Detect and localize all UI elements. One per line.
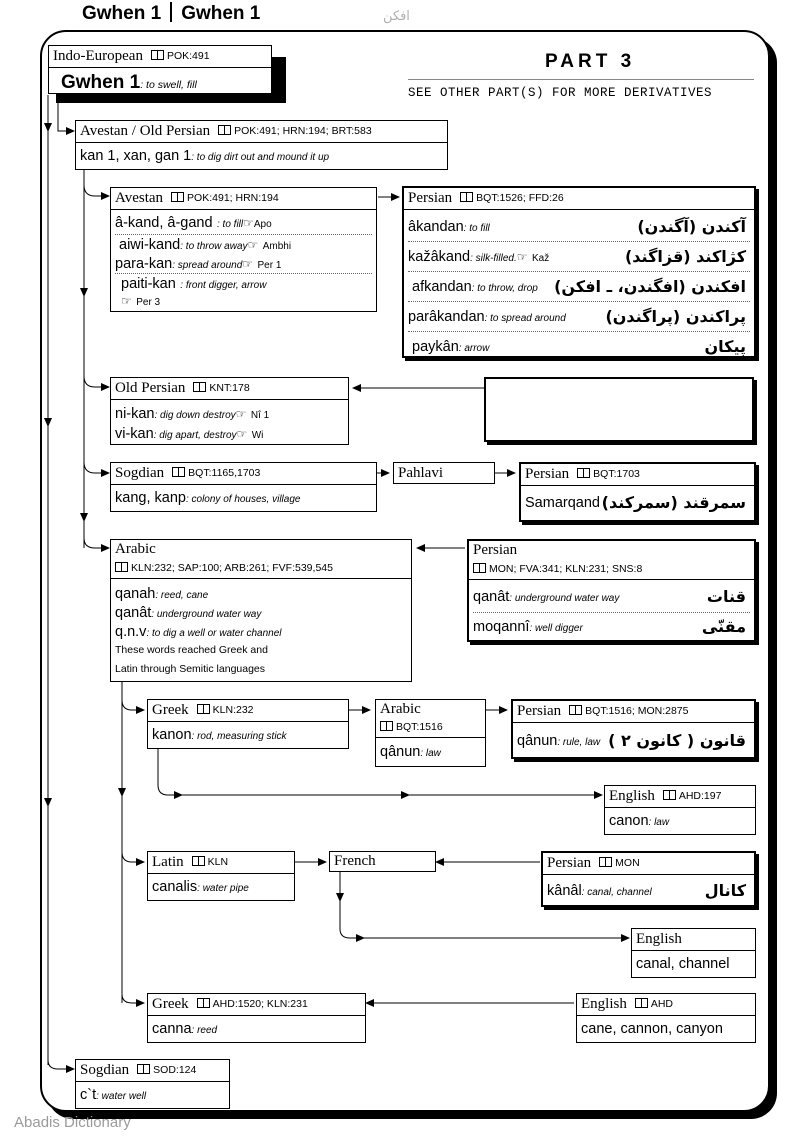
box-english-1 <box>604 785 756 835</box>
link-to-old-persian <box>84 376 109 387</box>
word: canna <box>152 1021 192 1037</box>
source-ref: MON <box>599 857 640 869</box>
gloss: : reed <box>191 1025 218 1036</box>
word: cane, cannon, canyon <box>581 1021 723 1037</box>
source-ref: AHD <box>635 998 673 1010</box>
watermark-word: افکن <box>383 8 410 23</box>
word: canon <box>609 813 649 829</box>
word: kan 1, xan, gan 1 <box>80 148 192 164</box>
entry-row: parâkandan: to spread around پراکندن (پراگندن) <box>408 302 750 332</box>
book-icon <box>460 192 473 202</box>
language-label: Arabic <box>115 541 156 557</box>
entry-row: paykân: arrow پیکان <box>408 332 750 361</box>
box-persian-3 <box>467 539 756 642</box>
see-other-parts-note: SEE OTHER PART(S) FOR MORE DERIVATIVES <box>408 86 713 100</box>
source-ref: BQT:1703 <box>577 468 640 480</box>
entry-row: qanât: underground water way <box>115 605 262 621</box>
entry-row: moqannî: well digger مقنّی <box>473 613 750 641</box>
book-icon <box>569 705 582 715</box>
language-label: Persian <box>473 542 518 558</box>
source-ref: MON; FVA:341; KLN:231; SNS:8 <box>469 559 754 580</box>
entry-row: afkandan: to throw, drop افکندن (افگندن، ـ افکن) <box>408 272 750 302</box>
box-avestan-old-persian <box>75 120 448 170</box>
pointing-hand-icon: ☞ <box>235 407 247 421</box>
word: Samarqand <box>525 495 600 511</box>
persian-script: کژاکند (قزاگند) <box>624 247 746 266</box>
source-ref: KNT:178 <box>193 382 249 394</box>
word: qânun <box>517 733 558 749</box>
persian-script: سمرقند (سمرکند) <box>601 493 746 512</box>
box-header <box>513 701 754 723</box>
book-icon <box>473 563 486 573</box>
gloss: : rule, law <box>557 737 601 748</box>
persian-script: پراکندن (پراگندن) <box>605 307 746 326</box>
book-icon <box>599 857 612 867</box>
source-ref: BQT:1516; MON:2875 <box>569 705 688 717</box>
word: kanon <box>152 727 192 743</box>
word: canal, channel <box>636 956 730 972</box>
box-header <box>521 464 754 486</box>
language-label: Pahlavi <box>398 465 443 481</box>
word: qânun <box>380 744 421 760</box>
footer-credit: Abadis Dictionary <box>14 1114 131 1131</box>
language-label: Persian <box>547 855 592 871</box>
book-icon <box>577 468 590 478</box>
book-icon <box>663 790 676 800</box>
box-header <box>49 46 271 68</box>
gloss: : colony of houses, village <box>185 494 301 505</box>
box-greek-1 <box>147 699 349 749</box>
link-to-arabic <box>84 538 109 548</box>
entry-row: para-kan: spread around☞ Per 1 <box>115 254 372 274</box>
book-icon <box>380 721 393 731</box>
source-ref: KLN <box>192 856 228 868</box>
persian-script: مقنّی <box>701 617 746 636</box>
pointing-hand-icon: ☞ <box>247 238 259 252</box>
language-label: English <box>581 996 627 1012</box>
box-header <box>111 378 348 400</box>
book-icon <box>193 382 206 392</box>
language-label: Persian <box>517 703 562 719</box>
pointing-hand-icon: ☞ <box>121 294 132 308</box>
gloss: : to dig dirt out and mound it up <box>191 152 330 163</box>
link-root-sogdian <box>48 1060 74 1069</box>
source-ref: SOD:124 <box>137 1064 196 1076</box>
box-header <box>76 121 447 143</box>
link-to-latin <box>122 852 144 862</box>
entry-row: kažâkand: silk-filled.☞ Kaž کژاکند (قزاگند) <box>408 242 750 272</box>
source-ref: KLN:232; SAP:100; ARB:261; FVF:539,545 <box>111 558 411 579</box>
box-old-persian <box>110 377 349 445</box>
box-header <box>577 994 755 1016</box>
source-ref: POK:491; HRN:194 <box>171 192 279 204</box>
gloss: : canal, channel <box>581 887 652 898</box>
source-ref: BQT:1165,1703 <box>172 467 260 479</box>
box-pahlavi <box>393 462 495 484</box>
entry-row-ref: ☞ Per 3 <box>121 294 161 308</box>
entry-row: vi-kan: dig apart, destroy☞ Wi <box>115 426 264 442</box>
note-line: Latin through Semitic languages <box>115 663 266 675</box>
pointing-hand-icon: ☞ <box>243 216 254 230</box>
language-label: French <box>334 853 376 869</box>
box-indo-european <box>48 45 272 94</box>
word: canalis <box>152 879 198 895</box>
box-french <box>329 851 436 872</box>
gloss: : water well <box>96 1091 147 1102</box>
pointing-hand-icon: ☞ <box>242 257 254 271</box>
box-sogdian-2 <box>75 1059 230 1109</box>
link-to-sogdian <box>84 462 109 473</box>
box-header <box>148 852 294 874</box>
gloss: : water pipe <box>197 883 249 894</box>
language-label: English <box>609 788 655 804</box>
language-label: Indo-European <box>53 48 143 64</box>
box-header <box>404 188 754 210</box>
box-header <box>111 188 376 210</box>
persian-script: پیکان <box>704 337 746 356</box>
book-icon <box>192 856 205 866</box>
persian-script: قنات <box>706 587 746 606</box>
language-label: Old Persian <box>115 380 186 396</box>
link-to-avestan <box>84 185 109 196</box>
book-icon <box>137 1064 150 1074</box>
box-header <box>148 700 348 722</box>
language-label: Avestan / Old Persian <box>80 123 211 139</box>
source-ref: BQT:1526; FFD:26 <box>460 192 564 204</box>
title-left: Gwhen 1 <box>82 3 162 24</box>
language-label: English <box>636 931 682 947</box>
title-right: Gwhen 1 <box>181 3 261 24</box>
persian-script: آکندن (آگندن) <box>637 217 746 236</box>
book-icon <box>171 192 184 202</box>
book-icon <box>115 562 128 572</box>
gloss: : rod, measuring stick <box>191 731 287 742</box>
language-label: Greek <box>152 996 189 1012</box>
box-greek-2 <box>147 993 366 1043</box>
root-shadow-bottom <box>56 94 286 103</box>
box-header <box>76 1060 229 1082</box>
source-ref: BQT:1516 <box>376 718 485 738</box>
language-label: Latin <box>152 854 184 870</box>
language-label: Sogdian <box>80 1062 130 1078</box>
persian-script: افکندن (افگندن، ـ افکن) <box>554 277 746 296</box>
book-icon <box>151 50 164 60</box>
persian-script: کانال <box>704 881 746 900</box>
source-ref: POK:491 <box>151 50 210 62</box>
box-persian-4 <box>511 699 756 759</box>
word: kang, kanp <box>115 490 186 506</box>
box-empty <box>484 377 754 442</box>
language-label: Greek <box>152 702 189 718</box>
gloss: : law <box>648 817 670 828</box>
box-arabic-2 <box>375 699 486 767</box>
language-label: Persian <box>408 190 453 206</box>
source-ref: AHD:1520; KLN:231 <box>197 998 308 1010</box>
box-latin <box>147 851 295 901</box>
pointing-hand-icon: ☞ <box>236 427 248 441</box>
persian-script: قانون ( کانون ۲ ) <box>608 731 746 750</box>
language-label: Persian <box>525 466 570 482</box>
gloss: : law <box>420 748 441 759</box>
box-sogdian-1 <box>110 462 377 512</box>
link-to-greek-1 <box>122 700 144 710</box>
note-line: These words reached Greek and <box>115 644 268 656</box>
box-persian-5 <box>541 851 756 907</box>
box-arabic-1 <box>110 539 412 682</box>
entry-row: aiwi-kand: to throw away☞ Ambhi <box>119 237 292 253</box>
box-header <box>111 463 376 485</box>
entry-row: qanah: reed, cane <box>115 586 209 602</box>
book-icon <box>197 998 210 1008</box>
root-shadow-right <box>272 57 286 103</box>
box-header <box>148 994 365 1016</box>
entry-row: q.n.v: to dig a well or water channel <box>115 624 282 640</box>
box-header <box>543 853 754 875</box>
entry-row: â-kand, â-gand : to fill☞Apo <box>115 212 372 235</box>
book-icon <box>218 125 231 135</box>
language-label: Arabic <box>380 701 421 717</box>
box-avestan <box>110 187 377 312</box>
book-icon <box>197 704 210 714</box>
part-title: PART 3 <box>545 51 636 72</box>
word: kânâl <box>547 883 582 899</box>
book-icon <box>635 998 648 1008</box>
source-ref: KLN:232 <box>197 704 254 716</box>
box-header <box>605 786 755 808</box>
box-header <box>632 929 755 951</box>
root-gloss: : to swell, fill <box>140 79 197 91</box>
source-ref: AHD:197 <box>663 790 722 802</box>
box-english-3 <box>576 993 756 1043</box>
book-icon <box>172 467 185 477</box>
link-to-greek-2 <box>122 994 144 1003</box>
box-persian-1 <box>402 186 756 358</box>
box-persian-2 <box>519 462 756 522</box>
box-english-2 <box>631 928 756 978</box>
language-label: Avestan <box>115 190 164 206</box>
entry-row: paiti-kan : front digger, arrow <box>121 276 267 292</box>
entry-row: qanât: underground water way قنات <box>473 582 750 613</box>
entry-row: âkandan: to fill آکندن (آگندن) <box>408 212 750 242</box>
root-word: Gwhen 1 <box>61 72 141 93</box>
entry-row: ni-kan: dig down destroy☞ Nî 1 <box>115 406 270 422</box>
source-ref: POK:491; HRN:194; BRT:583 <box>218 125 372 137</box>
word: c`t <box>80 1087 97 1103</box>
pointing-hand-icon: ☞ <box>516 250 528 264</box>
language-label: Sogdian <box>115 465 165 481</box>
